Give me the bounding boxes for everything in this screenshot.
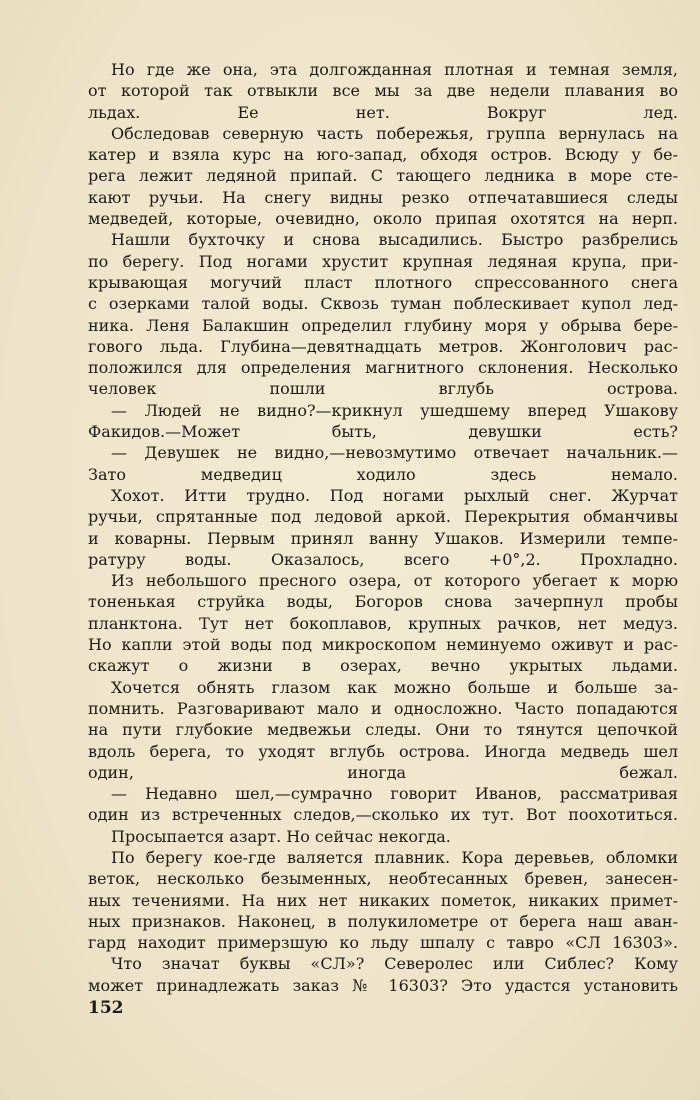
paragraph: Но где же она, эта долгожданная плотная и темная земля, от которой так отвыкли все мы за две недели плавания во льдах. Ее нет. Вокруг лед.	[88, 60, 678, 122]
paragraph: Из небольшого пресного озера, от которого убегает к морю тоненькая струйка воды, Богоров снова зачерпнул пробы планктона. Тут нет бокоплавов, крупных рачков, нет медуз. Но капли этой воды под микроскопом неминуемо оживут и рас- скажут о жизни в озерах, вечно укрытых льдами.	[88, 571, 678, 676]
paragraph: Что значат буквы «СЛ»? Северолес или Сиблес? Кому может принадлежать заказ № 16303? Это удастся установить	[88, 954, 678, 995]
paragraph: Обследовав северную часть побережья, группа вернулась на катер и взяла курс на юго-запад, обходя остров. Всюду у бе- рега лежит ледяной припай. С тающего ледника в море сте- кают ручьи. На снегу видны резко отпечатавшиеся следы медведей, которые, очевидно, около припая охотятся на нерп.	[88, 123, 678, 229]
dialogue-paragraph: — Девушек не видно,—невозмутимо отвечает начальник.— Зато медведиц ходило здесь немало.	[88, 443, 678, 484]
paragraph: По берегу кое-где валяется плавник. Кора деревьев, обломки веток, несколько безыменных, необтесанных бревен, занесен- ных течениями. На них нет никаких пометок, никаких примет- ных признаков. Наконец, в полукилометре от берега наш аван- гард находит примерзшую ко льду шпалу с тавро «СЛ 16303».	[88, 847, 678, 953]
body-text	[88, 59, 678, 996]
paragraph: Просыпается азарт. Но сейчас некогда.	[111, 826, 451, 846]
dialogue-paragraph: — Недавно шел,—сумрачно говорит Иванов, рассматривая один из встреченных следов,—сколько их тут. Вот поохотиться.	[88, 784, 678, 825]
paragraph: Хочется обнять глазом как можно больше и больше за- помнить. Разговаривают мало и односложно. Часто попадаются на пути глубокие медвежьи следы. Они то тянутся цепочкой вдоль берега, то уходят вглубь острова. Иногда медведь шел один, иногда бежал.	[88, 677, 678, 782]
paragraph: Хохот. Итти трудно. Под ногами рыхлый снег. Журчат ручьи, спрятанные под ледовой аркой. Перекрытия обманчивы и коварны. Первым принял ванну Ушаков. Измерили темпе- ратуру воды. Оказалось, всего +0°,2. Прохладно.	[88, 485, 678, 569]
page-number: 152	[88, 998, 124, 1018]
dialogue-paragraph: — Людей не видно?—крикнул ушедшему вперед Ушакову Факидов.—Может быть, девушки есть?	[88, 400, 678, 442]
paragraph: Нашли бухточку и снова высадились. Быстро разбрелись по берегу. Под ногами хрустит крупная ледяная крупа, при- крывающая могучий пласт плотного спрессованного снега с озерками талой воды. Сквозь туман поблескивает купол лед- ника. Леня Балакшин определил глубину моря у обрыва бере- гового льда. Глубина—девятнадцать метров. Жонголович рас- положился для определения магнитного склонения. Несколько человек пошли вглубь острова.	[88, 230, 678, 399]
